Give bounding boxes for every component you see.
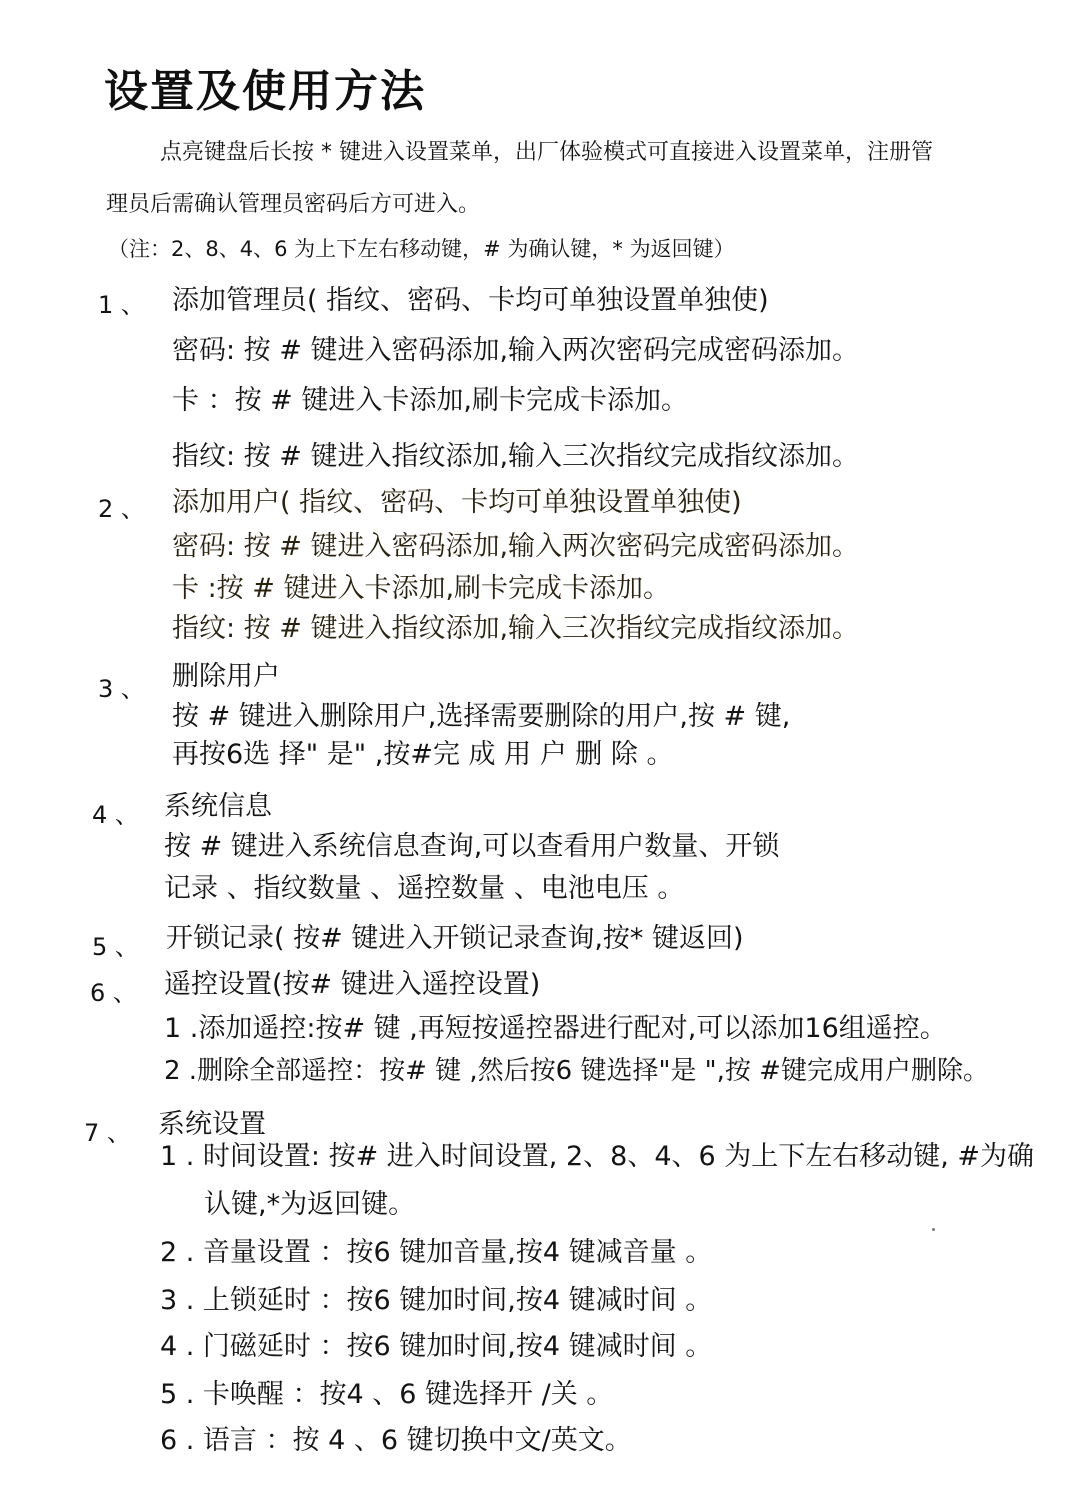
section-line: 4 . 门磁延时 ：按6 键加时间,按4 键减时间 。 (160, 1331, 713, 1362)
section-heading: 系统设置 (158, 1109, 266, 1140)
section-line: 指纹: 按 # 键进入指纹添加,输入三次指纹完成指纹添加。 (172, 613, 860, 644)
intro-line: 点亮键盘后长按 * 键进入设置菜单，出厂体验模式可直接进入设置菜单，注册管 (160, 140, 933, 165)
intro-line: 理员后需确认管理员密码后方可进入。 (106, 192, 481, 217)
section-number: 6 、 (90, 979, 137, 1007)
section-line: 2 .删除全部遥控：按# 键 ,然后按6 键选择"是 ",按 #键完成用户删除。 (164, 1056, 989, 1086)
paper-speck (932, 1228, 935, 1231)
section-number: 2 、 (98, 495, 145, 523)
section-heading: 添加用户( 指纹、密码、卡均可单独设置单独使) (172, 487, 742, 518)
intro-note: （注：2、8、4、6 为上下左右移动键，# 为确认键，* 为返回键） (108, 237, 735, 261)
section-number: 4 、 (92, 801, 139, 829)
section-line: 认键,*为返回键。 (204, 1189, 416, 1220)
section-line: 再按6选 择" 是" ,按#完 成 用 户 删 除 。 (172, 739, 674, 770)
section-line: 1 .添加遥控:按# 键 ,再短按遥控器进行配对,可以添加16组遥控。 (164, 1013, 947, 1044)
section-heading: 删除用户 (172, 661, 280, 692)
page-title: 设置及使用方法 (104, 66, 426, 117)
section-heading: 系统信息 (164, 791, 272, 822)
section-line: 5 . 卡唤醒 ：按4 、6 键选择开 /关 。 (160, 1379, 614, 1410)
section-number: 7 、 (84, 1119, 131, 1147)
section-line: 密码: 按 # 键进入密码添加,输入两次密码完成密码添加。 (172, 531, 860, 562)
section-line: 指纹: 按 # 键进入指纹添加,输入三次指纹完成指纹添加。 (172, 441, 860, 472)
section-number: 3 、 (98, 675, 145, 703)
section-heading: 开锁记录( 按# 键进入开锁记录查询,按* 键返回) (166, 923, 744, 954)
section-line: 密码: 按 # 键进入密码添加,输入两次密码完成密码添加。 (172, 335, 860, 366)
section-line: 6 . 语言 ：按 4 、6 键切换中文/英文。 (160, 1425, 632, 1456)
section-heading: 遥控设置(按# 键进入遥控设置) (164, 969, 541, 1000)
section-line: 1 . 时间设置: 按# 进入时间设置, 2、8、4、6 为上下左右移动键, #为确 (160, 1141, 1035, 1172)
section-number: 5 、 (92, 933, 139, 961)
section-line: 卡 :按 # 键进入卡添加,刷卡完成卡添加。 (172, 573, 671, 604)
section-line: 按 # 键进入系统信息查询,可以查看用户数量、开锁 (164, 831, 780, 862)
section-line: 2 . 音量设置 ：按6 键加音量,按4 键减音量 。 (160, 1237, 713, 1268)
section-line: 按 # 键进入删除用户,选择需要删除的用户,按 # 键, (172, 701, 791, 732)
section-line: 记录 、指纹数量 、遥控数量 、电池电压 。 (164, 873, 685, 904)
section-number: 1 、 (98, 291, 145, 319)
section-heading: 添加管理员( 指纹、密码、卡均可单独设置单独使) (172, 285, 769, 316)
section-line: 卡 ：按 # 键进入卡添加,刷卡完成卡添加。 (172, 385, 688, 416)
section-line: 3 . 上锁延时 ：按6 键加时间,按4 键减时间 。 (160, 1285, 713, 1316)
